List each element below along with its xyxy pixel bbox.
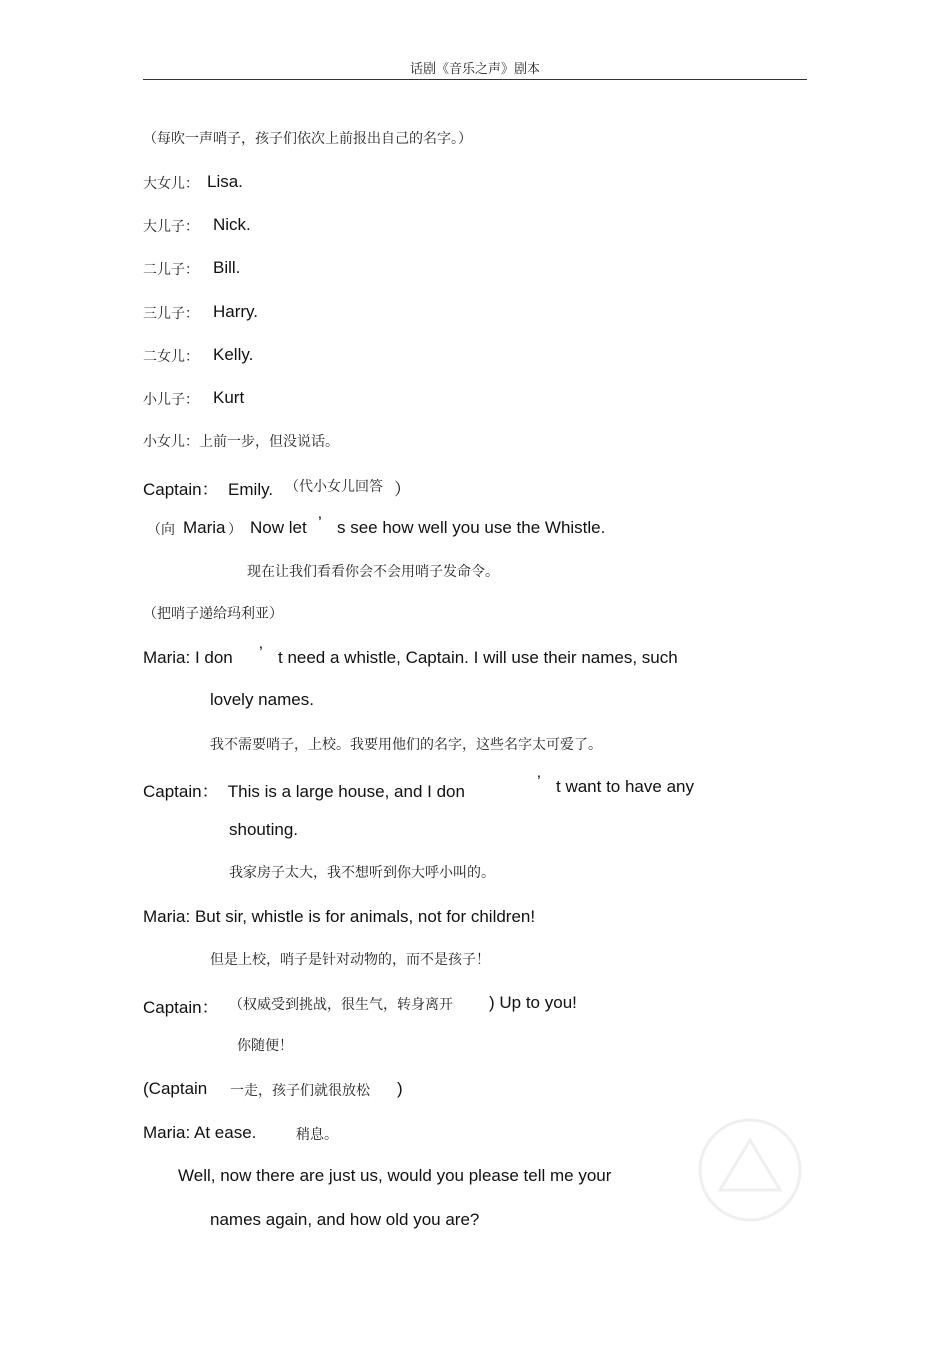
translation-up-to-you: 你随便！ xyxy=(237,1037,293,1053)
translation-at-ease: 稍息。 xyxy=(296,1126,338,1142)
translation-see-whistle: 现在让我们看看你会不会用哨子发命令。 xyxy=(247,563,499,579)
line-bill: Bill. xyxy=(213,258,241,277)
stage-direction-hand-whistle: （把哨子递给玛利亚） xyxy=(143,605,283,621)
line-lovely-names: lovely names. xyxy=(210,690,314,709)
speaker-second-son: 二儿子： xyxy=(143,261,199,277)
stage-direction-answer-for-daughter: （代小女儿回答 xyxy=(285,478,383,494)
stage-direction-captain-open: (Captain xyxy=(143,1079,208,1098)
line-nick: Nick. xyxy=(213,215,251,234)
stage-direction-relax: 一走，孩子们就很放松 xyxy=(230,1082,370,1098)
paren-close: ） xyxy=(394,480,411,499)
line-up-to-you: ) Up to you! xyxy=(489,993,577,1012)
line-captain-large-house: Captain： This is a large house, and I don xyxy=(143,782,465,801)
line-maria-animals: Maria: But sir, whistle is for animals, not for children! xyxy=(143,907,536,926)
paren-open-to: （向 xyxy=(147,521,175,537)
line-kurt: Kurt xyxy=(213,388,245,407)
speaker-youngest-son: 小儿子： xyxy=(143,391,199,407)
line-shouting: shouting. xyxy=(229,820,298,839)
speaker-eldest-daughter: 大女儿： xyxy=(143,175,199,191)
stage-direction-captain-close: ) xyxy=(397,1079,403,1098)
stage-direction-youngest-daughter: 小女儿：上前一步，但没说话。 xyxy=(143,433,339,449)
apostrophe: ’ xyxy=(537,772,541,791)
watermark-icon xyxy=(690,1110,810,1230)
line-captain-want: t want to have any xyxy=(556,777,694,796)
speaker-captain: Captain： xyxy=(143,998,219,1017)
translation-shouting: 我家房子太大，我不想听到你大呼小叫的。 xyxy=(229,864,495,880)
addressee-maria: Maria xyxy=(183,518,226,537)
translation-animals: 但是上校，哨子是针对动物的，而不是孩子！ xyxy=(210,951,490,967)
line-harry: Harry. xyxy=(213,302,259,321)
line-see-whistle: s see how well you use the Whistle. xyxy=(337,518,606,537)
page-header-title: 话剧《音乐之声》剧本 xyxy=(409,61,540,76)
stage-direction-angry: （权威受到挑战，很生气，转身离开 xyxy=(229,996,453,1012)
line-captain-emily: Captain： Emily. xyxy=(143,480,274,499)
line-kelly: Kelly. xyxy=(213,345,254,364)
paren-close-to: ） xyxy=(228,521,242,537)
line-maria-how-old: names again, and how old you are? xyxy=(210,1210,480,1229)
header-rule xyxy=(143,79,807,80)
speaker-second-daughter: 二女儿： xyxy=(143,348,199,364)
line-maria-at-ease: Maria: At ease. xyxy=(143,1123,257,1142)
line-maria-tell-names: Well, now there are just us, would you please tell me your xyxy=(178,1166,612,1185)
apostrophe: ’ xyxy=(318,513,322,532)
speaker-third-son: 三儿子： xyxy=(143,305,199,321)
apostrophe: ’ xyxy=(259,643,263,662)
speaker-eldest-son: 大儿子： xyxy=(143,218,199,234)
translation-lovely-names: 我不需要哨子，上校。我要用他们的名字，这些名字太可爱了。 xyxy=(210,736,602,752)
stage-direction-whistle: （每吹一声哨子，孩子们依次上前报出自己的名字。） xyxy=(143,130,472,146)
line-now-let: Now let xyxy=(250,518,307,537)
line-lisa: Lisa. xyxy=(207,172,243,191)
line-maria-dont-need: Maria: I don xyxy=(143,648,233,667)
line-maria-names: t need a whistle, Captain. I will use their names, such xyxy=(278,648,678,667)
